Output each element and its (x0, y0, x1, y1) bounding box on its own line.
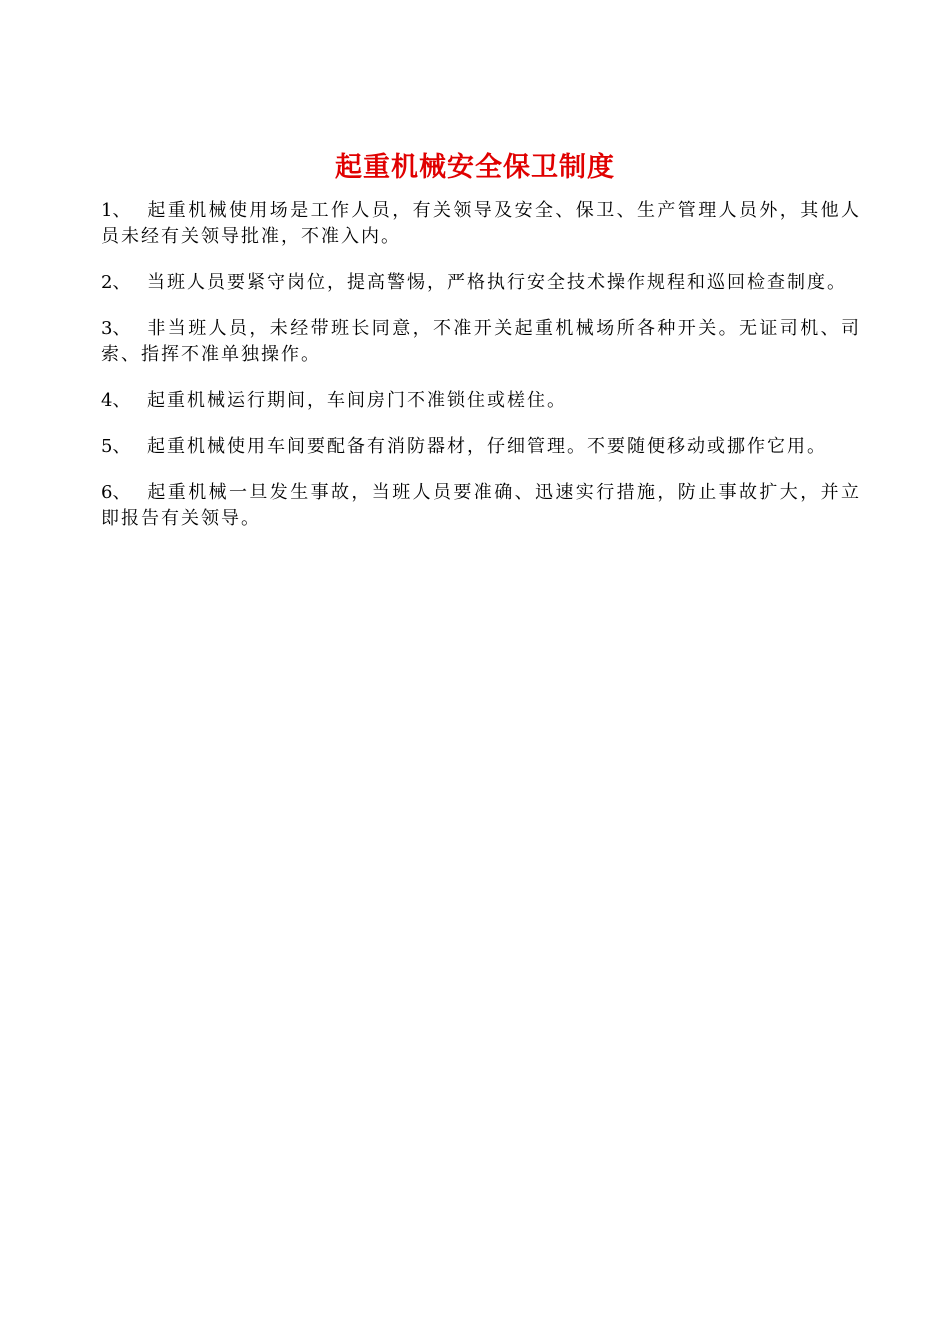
clause-text: 起重机械使用车间要配备有消防器材，仔细管理。不要随便移动或挪作它用。 (147, 436, 827, 457)
clause-number: 6、 (101, 482, 131, 503)
clause-number: 4、 (101, 390, 131, 411)
clause-number: 1、 (101, 200, 131, 221)
clause-number: 5、 (101, 436, 131, 457)
clause-item (101, 198, 861, 250)
document-title: 起重机械安全保卫制度 (335, 152, 615, 184)
clause-number: 2、 (101, 272, 131, 293)
clause-item (101, 434, 861, 460)
clause-item (101, 316, 861, 368)
clause-number: 3、 (101, 318, 131, 339)
clause-text: 起重机械使用场是工作人员，有关领导及安全、保卫、生产管理人员外，其他人员未经有关领导批准，不准入内。 (101, 200, 861, 247)
clause-text: 当班人员要紧守岗位，提高警惕，严格执行安全技术操作规程和巡回检查制度。 (147, 272, 847, 293)
clause-item (101, 270, 861, 296)
clause-item (101, 388, 861, 414)
clause-list (101, 198, 861, 552)
clause-text: 起重机械一旦发生事故，当班人员要准确、迅速实行措施，防止事故扩大，并立即报告有关领导。 (101, 482, 861, 529)
clause-text: 起重机械运行期间，车间房门不准锁住或槎住。 (147, 390, 567, 411)
clause-item (101, 480, 861, 532)
clause-text: 非当班人员，未经带班长同意，不准开关起重机械场所各种开关。无证司机、司索、指挥不准单独操作。 (101, 318, 861, 365)
